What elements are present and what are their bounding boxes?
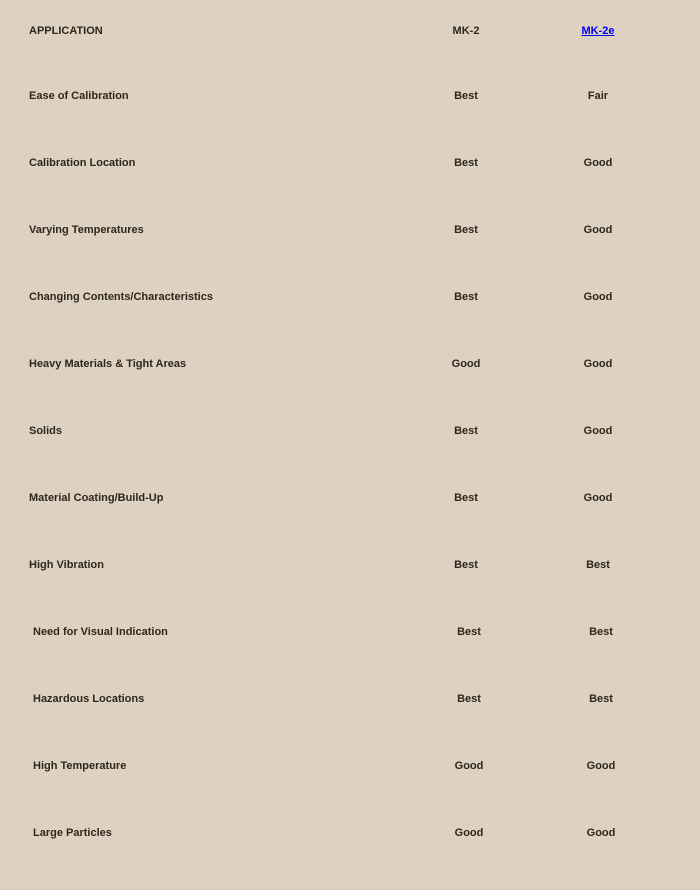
table-row — [0, 598, 700, 665]
mk2e-value: Good — [583, 424, 613, 437]
row-label: Material Coating/Build-Up — [29, 491, 164, 504]
table-row — [0, 464, 700, 531]
table-row — [0, 531, 700, 598]
mk2e-value: Best — [589, 692, 613, 705]
mk2-value: Best — [454, 290, 478, 303]
row-label: Changing Contents/Characteristics — [29, 290, 213, 303]
header-mk2: MK-2 — [452, 25, 480, 37]
table-body — [0, 62, 700, 866]
table-row — [0, 330, 700, 397]
mk2-value: Best — [454, 491, 478, 504]
row-label: Large Particles — [33, 826, 112, 839]
table-row — [0, 196, 700, 263]
mk2e-value: Best — [589, 625, 613, 638]
row-label: Varying Temperatures — [29, 223, 144, 236]
mk2-value: Best — [457, 625, 481, 638]
mk2e-value: Good — [583, 357, 613, 370]
mk2e-value: Best — [586, 558, 610, 571]
row-label: High Vibration — [29, 558, 104, 571]
row-label: Solids — [29, 424, 63, 437]
mk2-value: Good — [451, 357, 481, 370]
table-row — [0, 129, 700, 196]
row-label: Calibration Location — [29, 156, 136, 169]
table-row — [0, 665, 700, 732]
mk2e-value: Good — [586, 826, 616, 839]
mk2-value: Good — [454, 759, 484, 772]
mk2-value: Best — [454, 424, 478, 437]
header-mk2e-cell — [496, 25, 700, 37]
row-label: Need for Visual Indication — [33, 625, 168, 638]
mk2-value: Best — [454, 223, 478, 236]
table-row — [0, 732, 700, 799]
mk2e-link[interactable]: MK-2e — [581, 25, 615, 37]
mk2-value: Best — [454, 89, 478, 102]
table-row — [0, 62, 700, 129]
mk2-value: Best — [454, 558, 478, 571]
table-row — [0, 263, 700, 330]
row-label: Hazardous Locations — [33, 692, 145, 705]
mk2e-value: Good — [583, 491, 613, 504]
mk2e-value: Good — [583, 290, 613, 303]
mk2e-value: Good — [583, 223, 613, 236]
mk2-value: Best — [457, 692, 481, 705]
mk2e-value: Good — [586, 759, 616, 772]
row-label: Ease of Calibration — [29, 89, 129, 102]
mk2-value: Best — [454, 156, 478, 169]
mk2e-value: Fair — [587, 89, 609, 102]
table-row — [0, 799, 700, 866]
table-row — [0, 397, 700, 464]
row-label: Heavy Materials & Tight Areas — [29, 357, 187, 370]
mk2-value: Good — [454, 826, 484, 839]
table-header-row — [0, 0, 700, 62]
row-label: High Temperature — [33, 759, 127, 772]
mk2e-value: Good — [583, 156, 613, 169]
header-application: APPLICATION — [29, 25, 103, 37]
